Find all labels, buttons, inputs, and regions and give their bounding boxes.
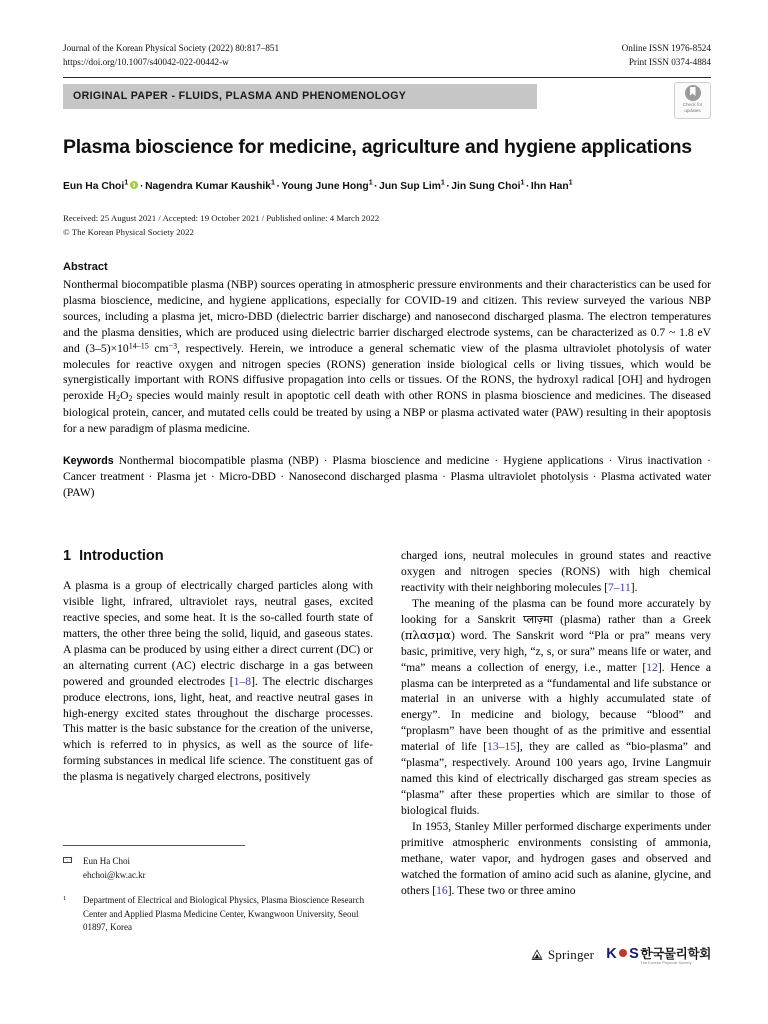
abstract-sup-2: −3 [168, 341, 178, 351]
intro-paragraph-3 [401, 819, 711, 899]
footnote-divider [63, 845, 245, 846]
section-band-label: ORIGINAL PAPER - FLUIDS, PLASMA AND PHENOMENOLOGY [73, 89, 407, 102]
crossmark-icon [685, 85, 701, 101]
abstract-heading: Abstract [63, 261, 108, 274]
author-5-name: Jin Sung Choi [451, 181, 521, 193]
intro-p2-c: ) word. The Sanskrit word “Pla or pra” means very basic, primitive, very high, “z, s, or sura” means life or water, and “ma” means a collection of energy, i.e., matter [ [401, 628, 711, 674]
author-3-affil: 1 [368, 178, 373, 187]
keywords-label: Keywords [63, 455, 114, 468]
intro-p3-a: In 1953, Stanley Miller performed discharge experiments under primitive atmospheric environments consisting of ammonia, methane, water vapor, and hydrogen gases and observed and watched the formation of amino acid such as alanine, glycine, and others [ [401, 819, 711, 897]
author-list [63, 178, 711, 195]
publisher-logos [530, 944, 711, 965]
abstract-part-2: cm [148, 341, 169, 355]
citation-ref-12[interactable]: 12 [646, 660, 658, 674]
author-separator: · [446, 181, 450, 193]
affiliation-block [63, 894, 373, 935]
springer-mark-icon [530, 948, 544, 962]
column-right [401, 548, 711, 899]
keywords-block [63, 453, 711, 500]
journal-doi[interactable]: https://doi.org/10.1007/s40042-022-00442-w [63, 57, 229, 68]
intro-p2-a: The meaning of the plasma can be found more accurately by looking for a Sanskrit [401, 596, 711, 626]
abstract-part-4: O [120, 389, 129, 403]
abstract-sub-1: 2 [116, 393, 121, 403]
sanskrit-word-plasma: प्लाज़्मा [523, 612, 553, 626]
citation-ref-1-8[interactable]: 1–8 [233, 674, 252, 688]
affiliation-text: Department of Electrical and Biological Physics, Plasma Bioscience Research Center and Applied Plasma Medicine Center, Kwangwoon University, Seoul 01897, Korea [83, 895, 365, 932]
corresponding-author-text [83, 855, 373, 882]
online-issn: Online ISSN 1976-8524 [621, 43, 711, 53]
intro-p1-cont-b: ]. [630, 580, 638, 594]
citation-ref-13-15[interactable]: 13–15 [487, 740, 517, 754]
column-left [63, 548, 373, 785]
author-2[interactable] [145, 178, 275, 193]
orcid-icon[interactable] [130, 181, 138, 189]
author-6-affil: 1 [568, 178, 573, 187]
paper-title: Plasma bioscience for medicine, agriculture and hygiene applications [63, 135, 692, 158]
author-2-name: Nagendra Kumar Kaushik [145, 181, 271, 193]
author-5-affil: 1 [520, 178, 525, 187]
print-issn: Print ISSN 0374-4884 [628, 57, 711, 68]
abstract-part-5: species would mainly result in apoptotic cell death with other RONS in plasma bioscience and medicines. The diseased biological protein, cancer, and mutated cells could be treated by using a NBP or plasma activated water (PAW) resulting in their apoptosis for a new paradigm of plasma medicine. [63, 389, 711, 435]
dates-line: Received: 25 August 2021 / Accepted: 19 October 2021 / Published online: 4 March 2022 [63, 213, 380, 224]
author-4-affil: 1 [440, 178, 445, 187]
author-separator: · [140, 181, 144, 193]
abstract-sub-2: 2 [128, 393, 133, 403]
author-6-name: Ihn Han [530, 181, 569, 193]
author-2-affil: 1 [271, 178, 275, 187]
kps-korean-name: 한국물리학회 [640, 946, 711, 961]
author-4[interactable] [379, 178, 445, 193]
publication-dates [63, 212, 711, 239]
author-1-name: Eun Ha Choi [63, 181, 125, 193]
author-separator: · [276, 181, 280, 193]
abstract-part-3: , respectively. Herein, we introduce a general schematic view of the plasma ultraviolet photolysis of water molecules for reactive oxygen and nitrogen species (RONS) generation inside biological cells or living tissues, which would be synergistically important with RONS diffusive propagation into cells or tissues. Of the RONS, the hydroxyl radical [OH] and hydrogen peroxide H [63, 341, 712, 403]
page-content [63, 0, 711, 501]
check-for-updates-badge[interactable] [674, 82, 711, 119]
kps-dot-icon [619, 949, 627, 957]
intro-p3-b: ]. These two or three amino [447, 883, 576, 897]
citation-ref-16[interactable]: 16 [436, 883, 448, 897]
corresponding-author-block [63, 855, 373, 882]
keywords-text: Nonthermal biocompatible plasma (NBP) · Plasma bioscience and medicine · Hygiene applications · Virus inactivation · Cancer treatment · Plasma jet · Micro-DBD · Nanosecond discharged plasma · Plasma ultraviolet photolysis · Plasma activated water (PAW) [63, 454, 711, 500]
author-separator: · [525, 181, 530, 193]
intro-p2-d: ]. Hence a plasma can be interpreted as a “fundamental and life substance or material in an universe with a highly accumulated state of energy”. In medicine and biology, because “blood” and “proplasm” have been thought of as the primitive and essential material of life [ [401, 660, 711, 754]
section-number: 1 [63, 548, 72, 564]
springer-logo [530, 947, 594, 963]
crossmark-line2: updates [684, 107, 701, 113]
copyright-line: © The Korean Physical Society 2022 [63, 226, 194, 237]
intro-p1-text-b: ]. The electric discharges produce electrons, ions, light, heat, and reactive neutral gases in high-energy excited states throughout the discharge processes. This matter is the basic substance for the creation of the universe, which is referred to in physics, as well as the source of life-forming substances in medical life science. The constituent gas of the plasma is negatively charged electrons, positively [63, 674, 373, 784]
kps-letter-k: K [606, 946, 617, 962]
greek-word-plasma: πλασμα [404, 627, 451, 642]
kps-korean-block [640, 944, 711, 965]
author-4-name: Jun Sup Lim [379, 181, 441, 193]
section-band-row [63, 84, 711, 113]
intro-p1-text-a: A plasma is a group of electrically charged particles along with visible light, infrared, ultraviolet rays, neutral gases, excited reactive species, and some heat. It is the so-called fourth state of matters, the other three being the solid, liquid, and gaseous states. A plasma can be produced by using either a direct current (DC) or an alternating current (AC) electric discharge in a gas between powered and grounded electrodes [ [63, 579, 373, 688]
kps-letter-s: S [629, 946, 639, 962]
journal-header-left [63, 41, 279, 70]
intro-paragraph-2 [401, 596, 711, 819]
abstract-part-1: Nonthermal biocompatible plasma (NBP) sources operating in atmospheric pressure environments and their characteristics can be used for plasma bioscience, medicine, and hygiene applications, especially for COVID-19 and citizen. This review surveyed the various NBP sources, including a plasma jet, micro-DBD (dielectric barrier discharge) and nanosecond discharged plasma. The electron temperatures and the plasma densities, which are produced using dielectric barrier discharged electrode systems, can be characterized as 0.7 ~ 1.8 eV and (3–5)×10 [63, 278, 711, 355]
kps-logo [606, 944, 711, 965]
author-3[interactable] [281, 178, 373, 193]
section-heading-introduction [63, 548, 373, 564]
journal-header [63, 0, 711, 70]
kps-english-subtitle: The Korean Physical Society [640, 961, 692, 965]
abstract-text [63, 277, 711, 436]
author-5[interactable] [451, 178, 525, 193]
abstract-sup-1: 14–15 [128, 341, 149, 351]
intro-paragraph-1-cont [401, 548, 711, 596]
author-6[interactable] [530, 178, 573, 193]
corresponding-author-name: Eun Ha Choi [83, 856, 130, 866]
intro-p2-e: ], they are called as “bio-plasma” and “plasma”, respectively. Around 100 years ago, Irvine Langmuir named this kind of electrically discharged gas stream species as “plasma” after these properties which are similar to those of biological fluids. [401, 740, 711, 817]
author-separator: · [374, 181, 378, 193]
crossmark-line1: Check for [682, 101, 703, 107]
intro-p2-b: (plasma) rather than a Greek ( [401, 612, 712, 642]
intro-p1-cont-a: charged ions, neutral molecules in ground states and reactive oxygen and nitrogen species (RONS) with high chemical reactivity with their neighboring molecules [ [401, 549, 711, 594]
footnote-area [63, 845, 373, 935]
author-1[interactable] [63, 178, 139, 193]
corresponding-author-email[interactable]: ehchoi@kw.ac.kr [83, 869, 146, 880]
journal-citation: Journal of the Korean Physical Society (2022) 80:817–851 [63, 43, 280, 53]
author-1-affil: 1 [124, 178, 129, 187]
author-3-name: Young June Hong [281, 181, 369, 193]
section-title: Introduction [79, 548, 164, 564]
citation-ref-7-11[interactable]: 7–11 [608, 580, 631, 594]
intro-paragraph-1 [63, 578, 373, 785]
journal-header-right [622, 41, 711, 70]
header-divider [63, 77, 711, 78]
springer-wordmark: Springer [547, 946, 595, 962]
envelope-icon [63, 855, 83, 882]
affiliation-marker: 1 [63, 895, 67, 902]
